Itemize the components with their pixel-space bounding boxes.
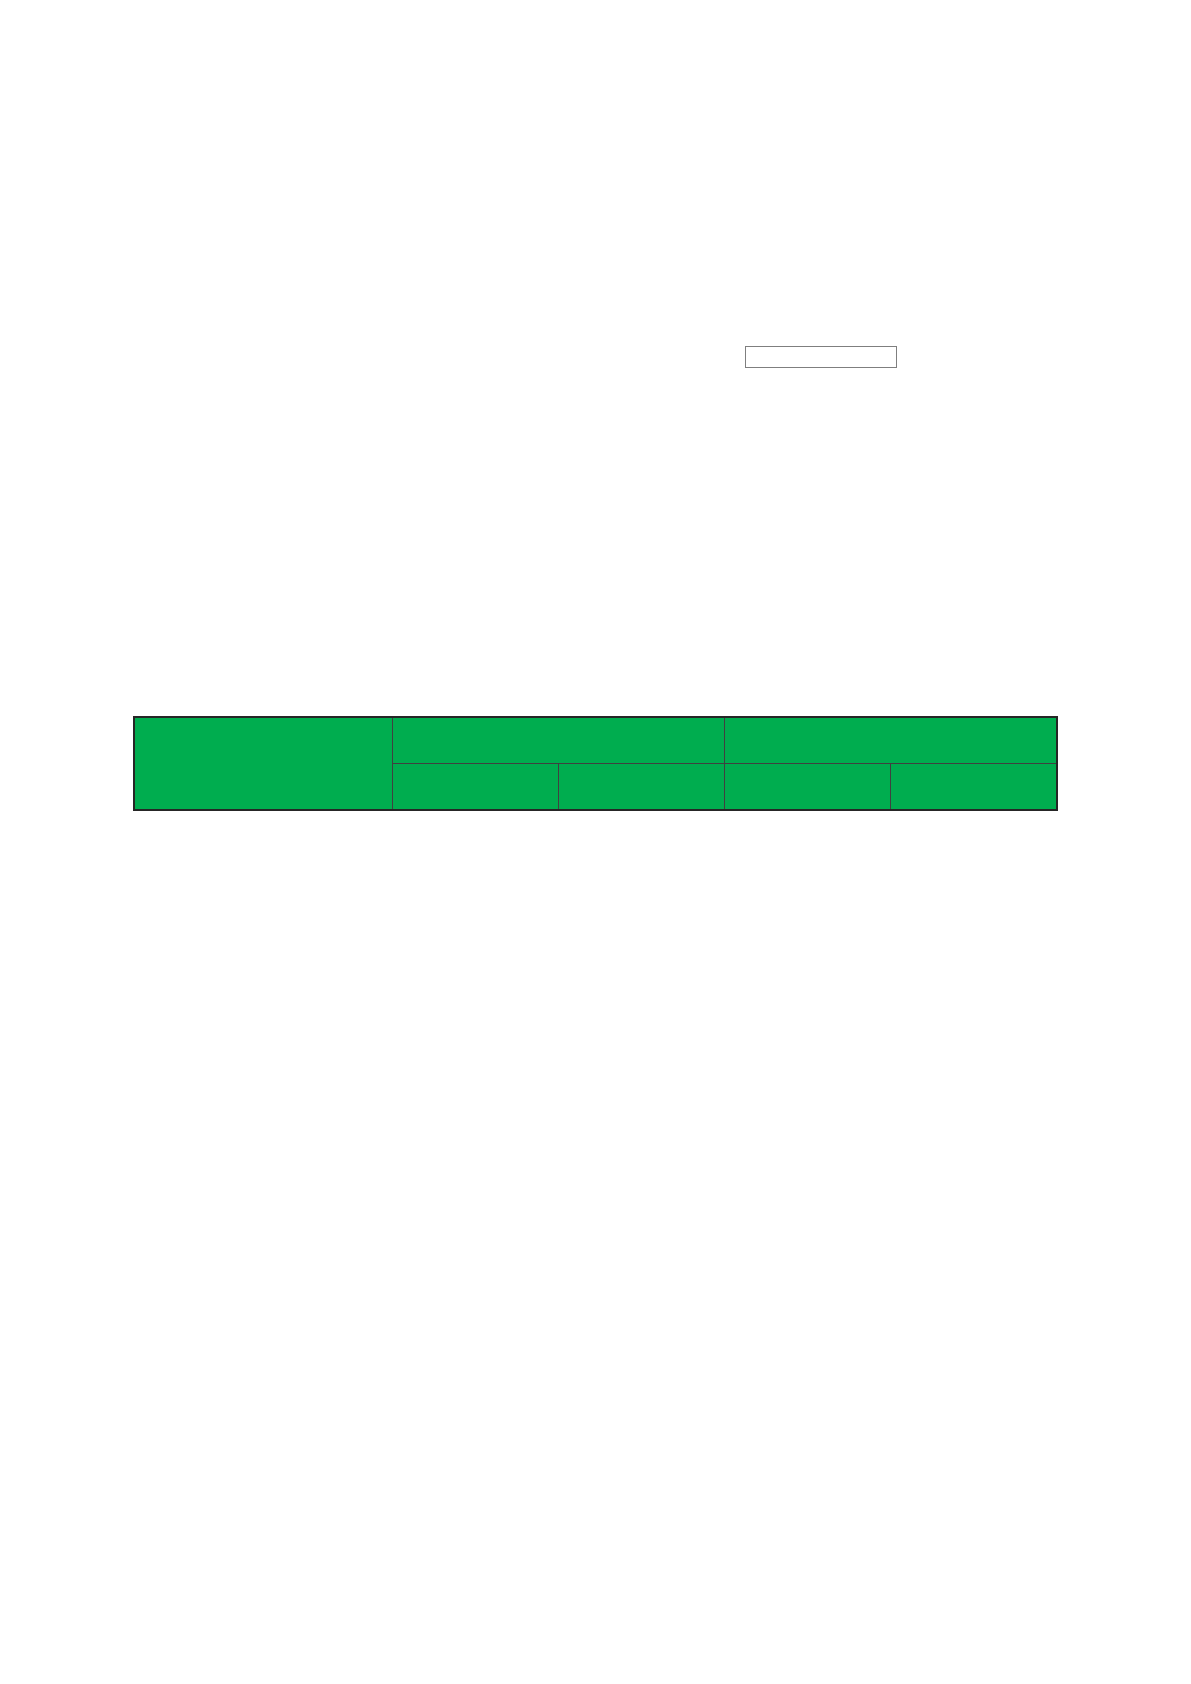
asset-composition-chart (0, 174, 1191, 702)
header-percent-2018 (559, 764, 725, 811)
asset-table (133, 716, 1058, 811)
header-group-2022 (725, 717, 1057, 764)
header-percent-2022 (891, 764, 1057, 811)
table-header (134, 717, 1057, 810)
document-title (0, 0, 1191, 116)
header-item-col (134, 717, 392, 810)
chart-legend (745, 346, 897, 368)
header-group-2018 (392, 717, 724, 764)
header-value-2022 (725, 764, 891, 811)
pie-chart (130, 214, 770, 554)
header-value-2018 (392, 764, 558, 811)
